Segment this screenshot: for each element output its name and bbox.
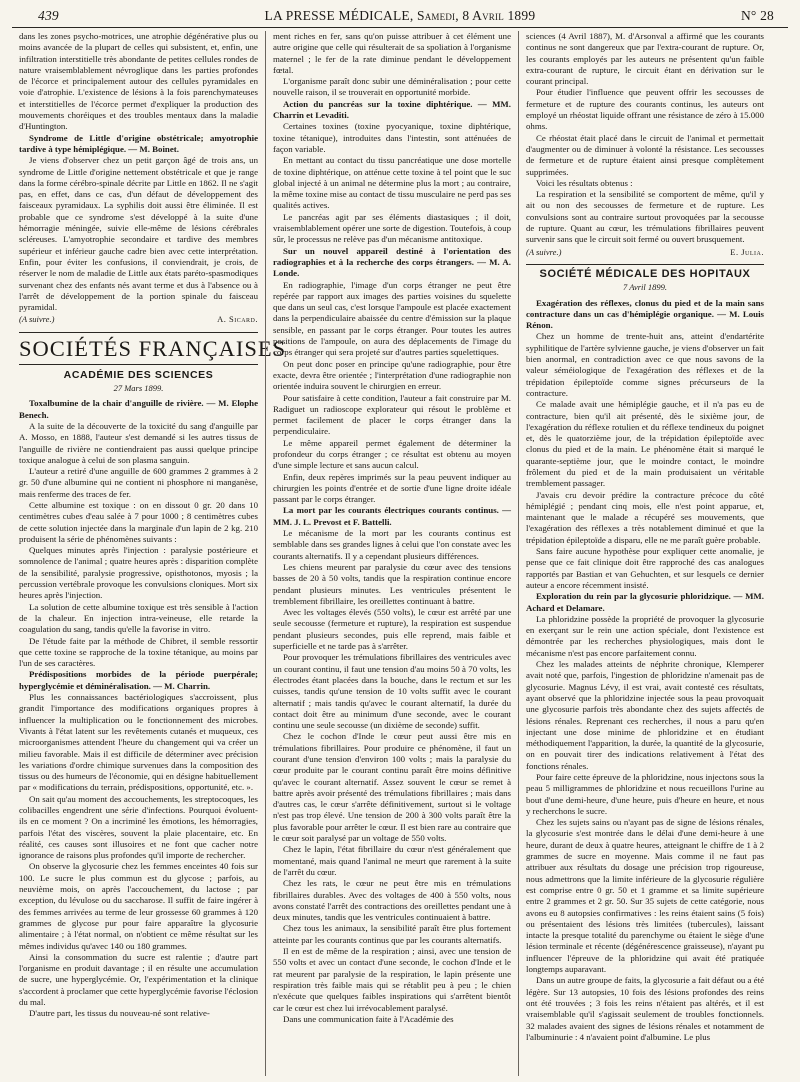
paragraph: L'organisme paraît donc subir une déminéralisation ; pour cette nouvelle raison, il se trouverait en opportunité morbide. bbox=[273, 76, 511, 98]
paragraph: Chez le cochon d'Inde le cœur peut aussi être mis en trémulations fibrillaires. Pour produire ce phénomène, il faut un courant d'une tension d'environ 100 volts ; mais la paralysie du cœur produite par le courant continu paraît être moins définitive qu'avec le courant alternatif. Assez souvent le cœur se remet à battre après avoir présenté des trémulations fibrillaires ; mais dans d'autres cas, le cœur s'arrête définitivement, surtout si le voltage n'est pas trop élevé. Une tension de 200 à 300 volts paraît être la plus favorable pour arrêter le cœur. Il est bien rare au contraire que le cœur soit paralysé par un voltage de 550 volts. bbox=[273, 731, 511, 844]
article-heading: Prédispositions morbides de la période puerpérale; hyperglycémie et déminéralisation. — M. Charrin. bbox=[19, 669, 258, 691]
article-heading: Exagération des réflexes, clonus du pied et de la main sans contracture dans un cas d'hémiplégie organique. — M. Louis Rénon. bbox=[526, 297, 764, 331]
article-heading: Action du pancréas sur la toxine diphtérique. — MM. Charrin et Levaditi. bbox=[273, 98, 511, 121]
signature-line bbox=[19, 314, 258, 325]
paragraph: Sans faire aucune hypothèse pour expliquer cette anomalie, je pense que ce fait clinique doit être rapproché des cas analogues rapportés par Bastian et van Gehuchten, et sur lesquels ce dernier auteur a encore récemment insisté. bbox=[526, 546, 764, 590]
paragraph: Ce rhéostat était placé dans le circuit de l'animal et permettait d'augmenter ou de diminuer à volonté la résistance. Les secousses de fermeture et de rupture étaient ainsi presque complètement supprimées. bbox=[526, 132, 764, 177]
paragraph: Chez les malades atteints de néphrite chronique, Klemperer avait noté que, parfois, l'ingestion de phloridzine n'amenait pas de glycosurie. Magnus Lévy, il est vrai, avait contesté ces résultats, ayant observé que la phloridzine injectée sous la peau provoquait une glycosurie parfois très abondante chez des sujets affectés de lésions rénales. Reprenant ces recherches, il nous a paru qu'en injectant une dose minime de phloridzine et en étudiant méthodiquement l'apparition, la durée, la quantité de la glycosurie, on en pouvait tirer des indications relativement à l'état des fonctions rénales. bbox=[526, 659, 764, 771]
paragraph: Plus les connaissances bactériologiques s'accroissent, plus grandit l'importance des modifications organiques propres à influencer la multiplication ou le fonctionnement des microbes. Vivants à l'état latent sur les revêtements cutanés et muqueux, ces microorganismes attendent l'heure du changement qui va créer un milieu favorable. Mais il est difficile de déterminer avec précision les variations d'ordre chimique survenues dans la composition des tissus ou des humeurs de l'économie, qui en désigne habituellement par « modifications du terrain, prédispositions, opportunité, etc. ». bbox=[19, 692, 258, 793]
paragraph: Je viens d'observer chez un petit garçon âgé de trois ans, un syndrome de Little d'origine nettement obstétricale et que je range dans la forme cérébro-spinale décrite par Little en 1862. Il ne s'agit pas, en effet, dans ce cas, d'un défaut de développement des faisceaux pyramidaux. La syphilis doit aussi être éliminée. Il est probable que ce syndrome s'est développé à la suite d'une hémorragie méningée, suivie elle-même de lésions cérébrales scléreuses. L'amyotrophie secondaire et tardive des membres supérieur et inférieur gauche cadre bien avec cette interprétation. Enfin, pour éviter les confusions, il conviendrait, je crois, de réserver le nom de maladie de Little aux états paréto-spasmodiques survenant chez des enfants nés avant terme et dus à l'absence ou à l'arrêt de développement de la portion spinale du faisceau pyramidal. bbox=[19, 155, 258, 313]
column-3 bbox=[518, 31, 771, 1076]
society-title: SOCIÉTÉ MÉDICALE DES HOPITAUX bbox=[539, 267, 751, 280]
paragraph: Avec les voltages élevés (550 volts), le cœur est arrêté par une seule secousse (fermeture et rupture), la respiration est suspendue pendant plusieurs secondes, puis elle reprend, mais faible et superficielle et ne tarde pas à s'arrêter. bbox=[273, 607, 511, 652]
paragraph: Chez les rats, le cœur ne peut être mis en trémulations fibrillaires durables. Avec des voltages de 400 à 550 volts, nous avons constaté l'arrêt des contractions des oreillettes pendant une à deux minutes, tandis que les ventricules continuaient à battre. bbox=[273, 878, 511, 923]
article-heading: Syndrome de Little d'origine obstétricale; amyotrophie tardive à type hémiplégique. — M. Boinet. bbox=[19, 132, 258, 154]
author-signature: A. Sicard. bbox=[217, 314, 258, 325]
article-heading: La mort par les courants électriques courants continus. — MM. J. L. Prevost et F. Battelli. bbox=[273, 505, 511, 527]
paragraph: Le mécanisme de la mort par les courants continus est semblable dans ses grandes lignes à celui que l'on constate avec les courants alternatifs. Il y a cependant plusieurs différences. bbox=[273, 528, 511, 561]
to-be-continued: (A suivre.) bbox=[19, 314, 55, 325]
paragraph: Quelques minutes après l'injection : paralysie postérieure et somnolence de l'animal ; quatre heures après : disparition complète de la sensibilité, paralysie progressive, opisthotonos, myosis ; la percussion vertébrale provoque les convulsions cloniques. Mort six heures après l'injection. bbox=[19, 545, 258, 601]
paragraph: En radiographie, l'image d'un corps étranger ne peut être repérée par rapport aux images des parties voisines du squelette que dans un seul cas, c'est lorsque l'ampoule est placée exactement dans la perpendiculaire abaissée du centre d'émission sur la plaque sensible, en passant par le corps étranger. Pour toutes les autres positions de l'ampoule, on aura des déplacements de l'image du corps étranger qui sera projeté sur d'autres parties squelettiques. bbox=[273, 279, 511, 358]
paragraph: J'avais cru devoir prédire la contracture précoce du côté hémiplégié ; pendant cinq mois, elle n'est point apparue, et, maintenant que le malade a récupéré ses mouvements, que l'exagération des réflexes a très notablement diminué et que la trépidation épileptoïde a disparu, elle ne me paraît guère probable. bbox=[526, 489, 764, 545]
paragraph: Chez tous les animaux, la sensibilité paraît être plus fortement atteinte par les courants continus que par les courants alternatifs. bbox=[273, 923, 511, 945]
paragraph: Le même appareil permet également de déterminer la profondeur du corps étranger ; ce résultat est obtenu au moyen d'une simple lecture et sans aucun calcul. bbox=[273, 437, 511, 471]
divider bbox=[526, 264, 764, 265]
session-date: 27 Mars 1899. bbox=[113, 383, 164, 394]
section-title: SOCIÉTÉS FRANÇAISES bbox=[19, 332, 258, 365]
paragraph: Ainsi la consommation du sucre est ralentie ; d'autre part l'organisme en produit davantage ; il en résulte une accumulation de sucre, une hyperglycémie. Or, l'expérimentation et la clinique s'accordent à proclamer que cette hyperglycémie favorise l'éclosion du mal. bbox=[19, 951, 258, 1008]
author-signature: E. Julia. bbox=[730, 246, 764, 257]
paragraph: Il en est de même de la respiration ; ainsi, avec une tension de 550 volts et avec un contact d'une seconde, le cochon d'Inde et le rat meurent par paralysie de la respiration, le lapin présente une respiration très faible mais qui se rétablit peu à peu ; le chien n'exécute que quelques faibles inspirations qui s'arrêtent bientôt car le cœur est chez lui irrévocablement paralysé. bbox=[273, 946, 511, 1013]
paragraph: Chez le lapin, l'état fibrillaire du cœur n'est généralement que momentané, mais quand l'animal ne meurt que rarement à la suite de l'arrêt du cœur. bbox=[273, 844, 511, 877]
paragraph: Enfin, deux repères imprimés sur la peau peuvent indiquer au chirurgien les points d'entrée et de sortie d'une ligne droite idéale passant par le corps étranger. bbox=[273, 471, 511, 505]
page-number: 439 bbox=[38, 8, 59, 23]
paragraph: On sait qu'au moment des accouchements, les streptocoques, les colibacilles engendrent une série d'infections. Pourquoi évoluent-ils en ce moment ? On a incriminé les émotions, les hémorragies, parfois l'état des viscères, souvent la plaie placentaire, etc. En réalité, ces causes sont illusoires et ne font que cacher notre ignorance de raisons plus profondes qu'il importe de rechercher. bbox=[19, 793, 258, 861]
paragraph: La solution de cette albumine toxique est très sensible à l'action de la chaleur. En injection intra-veineuse, elle retarde la coagulation du sang, tandis qu'elle la favorise in vitro. bbox=[19, 601, 258, 635]
paragraph: Chez un homme de trente-huit ans, atteint d'endartérite syphilitique de l'artère sylvienne gauche, je viens d'observer un fait bien anormal, en contradiction avec ce que nous savons de la valeur séméiologique de l'exagération des réflexes et de la trépidation épileptoïde comme signes précurseurs de la contracture. bbox=[526, 331, 764, 398]
paragraph: sciences (4 Avril 1887), M. d'Arsonval a affirmé que les courants continus ne sont dangereux que par l'extra-courant de rupture. Or, les courants employés par les auteurs ne présentent qu'un faible extra-courant de rupture, le circuit étant en dérivation sur le courant principal. bbox=[526, 31, 764, 87]
to-be-continued: (A suivre.) bbox=[526, 246, 562, 257]
article-heading: Toxalbumine de la chair d'anguille de rivière. — M. Elophe Benech. bbox=[19, 398, 258, 420]
paragraph: Ce malade avait une hémiplégie gauche, et il n'a pas eu de contracture, bien qu'il ait présenté, dès le sixième jour, de l'exagération du réflexe rotulien et du réflexe tendineux du poignet et, dès le quatorzième jour, de la trépidation épileptoïde avec clonus du pied et de la main. Le phénomène était si marqué le quarante-septième jour, que le moindre contact, le moindre frôlement du pied et de la main produisaient un véritable tremblement passager. bbox=[526, 399, 764, 489]
paragraph: Pour provoquer les trémulations fibrillaires des ventricules avec un courant continu, il faut une tension d'au moins 50 à 70 volts, les électrodes étant placées dans la bouche, dans le rectum et sur les cuisses, tandis qu'une tension de 10 volts suffit avec le courant alternatif ; mais tandis qu'avec le courant alternatif, la durée du contact doit être au minimum d'une seconde, avec le courant continu une seule secousse (un dixième de seconde) suffit. bbox=[273, 652, 511, 731]
issue-number: N° 28 bbox=[740, 8, 774, 23]
paragraph: La respiration et la sensibilité se comportent de même, qu'il y ait ou non des secousses de fermeture et de rupture. Les convulsions sont au contraire surtout provoquées par la secousse de rupture. Quant au cœur, les trémulations fibrillaires peuvent survenir sans que le circuit soit fermé ou ouvert brusquement. bbox=[526, 189, 764, 245]
session-date: 7 Avril 1899. bbox=[623, 282, 667, 293]
paragraph: Chez les sujets sains ou n'ayant pas de signe de lésions rénales, la glycosurie s'est montrée dans le délai d'une demi-heure à une heure, durant de deux à quatre heures, atteignant le chiffre de 1 à 2 grammes de sucre en moyenne. Mais comme il ne faut pas attribuer aux résultats du dosage une précision trop rigoureuse, nous admettrons que la limite inférieure de la glycosurie régulière est comprise entre 0 gr. 50 et 1 gramme et sa limite supérieure entre 2 grammes et 2 gr. 50. Sur 35 sujets de cette catégorie, nous avons eu 8 autopsies confirmatives : les reins étaient sains (5 fois) ou présentaient des lésions très limitées (tubercules), laissant intacte la presque totalité du parenchyme ou étaient le siège d'une lésion terminale et récente (dégénérescence graisseuse), n'ayant pu influencer l'épreuve de la phloridzine qui avait été pratiquée longtemps auparavant. bbox=[526, 817, 764, 975]
paragraph: L'auteur a retiré d'une anguille de 600 grammes 2 grammes à 2 gr. 50 d'une albumine qui ne contient ni phosphore ni manganèse, mais renferme des traces de fer. bbox=[19, 466, 258, 499]
paragraph: Cette albumine est toxique : on en dissout 0 gr. 20 dans 10 centimètres cubes d'eau salée à 7 pour 1000 ; 8 centimètres cubes de cette solution injectée dans la marginale d'un lapin de 2 kg. 210 produisent la série de phénomènes suivants : bbox=[19, 499, 258, 544]
paragraph: De l'étude faite par la méthode de Chibret, il semble ressortir que cette toxine se rapproche de la toxine tétanique, au moins par l'un de ses caractères. bbox=[19, 635, 258, 669]
paragraph: Pour faire cette épreuve de la phloridzine, nous injectons sous la peau 5 milligrammes de phloridzine et nous recueillons l'urine au bout d'une demi-heure, d'une heure, puis d'heure en heure, et nous y recherchons le sucre. bbox=[526, 772, 764, 816]
paragraph: En mettant au contact du tissu pancréatique une dose mortelle de toxine diphtérique, on atténue cette toxine à tel point que le suc global injecté à un animal ne détermine plus la mort ; au contraire, la même toxine mise au contact de tissu musculaire ne perd pas ses qualités actives. bbox=[273, 155, 511, 211]
paragraph: Dans un autre groupe de faits, la glycosurie a fait défaut ou a été légère. Sur 13 autopsies, 10 fois des lésions profondes des reins ont été trouvées ; 3 fois les reins n'étaient pas altérés, et il est vraisemblable qu'il s'agissait seulement de troubles fonctionnels. 32 malades avaient des signes de lésions rénales et notamment de l'albuminurie : 4 n'avaient point d'albumine. Le plus bbox=[526, 975, 764, 1042]
paragraph: Voici les résultats obtenus : bbox=[536, 177, 633, 188]
paragraph: Dans une communication faite à l'Académie des bbox=[283, 1013, 454, 1024]
paragraph: Les chiens meurent par paralysie du cœur avec des tensions basses de 20 à 50 volts, tandis que la respiration continue encore pendant plusieurs minutes. Les ventricules présentent le tremblement fibrillaire, les oreillettes continuant à battre. bbox=[273, 561, 511, 606]
paragraph: Pour étudier l'influence que peuvent offrir les secousses de fermeture et de rupture des courants continus, les auteurs ont employé un rhéostat liquide offrant une résistance de zéro à 15.000 ohms. bbox=[526, 87, 764, 132]
paragraph: Le pancréas agit par ses éléments diastasiques ; il doit, vraisemblablement opérer une sorte de digestion. Toutefois, à coup sûr, le processus ne relève pas d'un mécanisme antitoxique. bbox=[273, 211, 511, 245]
paragraph: A la suite de la découverte de la toxicité du sang d'anguille par A. Mosso, en 1888, l'auteur s'est demandé si les autres tissus de l'anguille de rivière ne contiendraient pas aussi quelque principe toxique analogue à celui de son plasma sanguin. bbox=[19, 420, 258, 465]
column-1 bbox=[12, 31, 287, 1076]
paragraph: D'autre part, les tissus du nouveau-né sont relative- bbox=[29, 1008, 210, 1019]
paragraph: Pour satisfaire à cette condition, l'auteur a fait construire par M. Radiguet un radioscope explorateur qui résout le problème et permet facilement de placer le corps étranger dans la perpendiculaire. bbox=[273, 392, 511, 437]
paragraph: Certaines toxines (toxine pyocyanique, toxine diphtérique, toxine tétanique), introduites dans l'intestin, sont atténuées de façon variable. bbox=[273, 121, 511, 154]
society-title: ACADÉMIE DES SCIENCES bbox=[63, 368, 214, 381]
paragraph: La phloridzine possède la propriété de provoquer la glycosurie en exerçant sur le rein une action spéciale, dont l'existence est démontrée par les recherches physiologiques, mais dont le mécanisme n'est pas encore parfaitement connu. bbox=[526, 613, 764, 658]
paragraph: On peut donc poser en principe qu'une radiographie, pour être exacte, devra être orientée ; l'interprétation d'une radiographie non orientée induira souvent le chirurgien en erreur. bbox=[273, 358, 511, 392]
article-heading: Exploration du rein par la glycosurie phloridzique. — MM. Achard et Delamare. bbox=[526, 591, 764, 613]
paragraph: dans les zones psycho-motrices, une atrophie dégénérative plus ou moins avancée de la plupart de celles qui subsistent, et, enfin, une infiltration interstitielle très abondante de petites cellules rondes de nature vraisemblablement névroglique dans les parties profondes de l'écorce et principalement autour des cellules pyramidales en voie d'atrophie. L'existence de lésions à la fois parenchymateuses et interstitielles de l'écorce permet d'expliquer la production des mouvements choréiques et des troubles mentaux dans la maladie d'Huntington. bbox=[19, 31, 258, 132]
signature-line bbox=[526, 247, 764, 258]
newspaper-title: LA PRESSE MÉDICALE, Samedi, 8 Avril 1899 bbox=[264, 8, 536, 23]
column-2 bbox=[265, 31, 518, 1076]
article-columns bbox=[12, 31, 788, 1076]
article-heading: Sur un nouvel appareil destiné à l'orientation des radiographies et à la recherche des corps étrangers. — M. A. Londe. bbox=[273, 245, 511, 279]
masthead bbox=[12, 8, 788, 28]
paragraph: ment riches en fer, sans qu'on puisse attribuer à cet élément une autre origine que celle qui résulterait de sa spoliation à l'organisme maternel ; le fer de la rate diminue pendant le développement fœtal. bbox=[273, 31, 511, 75]
paragraph: On observe la glycosurie chez les femmes enceintes 40 fois sur 100. Le sucre le plus commun est du glycose ; parfois, au neuvième mois, on après l'accouchement, du lactose ; par exception, du lévulose ou du saccharose. Il suffit de faire ingérer à des femmes arrivées au terme de leur grossesse 60 grammes à 120 grammes de glycose pur pour faire apparaître la glycosurie alimentaire ; à l'état normal, on n'obtient ce même résultat sur les mêmes individus qu'avec 140 ou 180 grammes. bbox=[19, 861, 258, 951]
